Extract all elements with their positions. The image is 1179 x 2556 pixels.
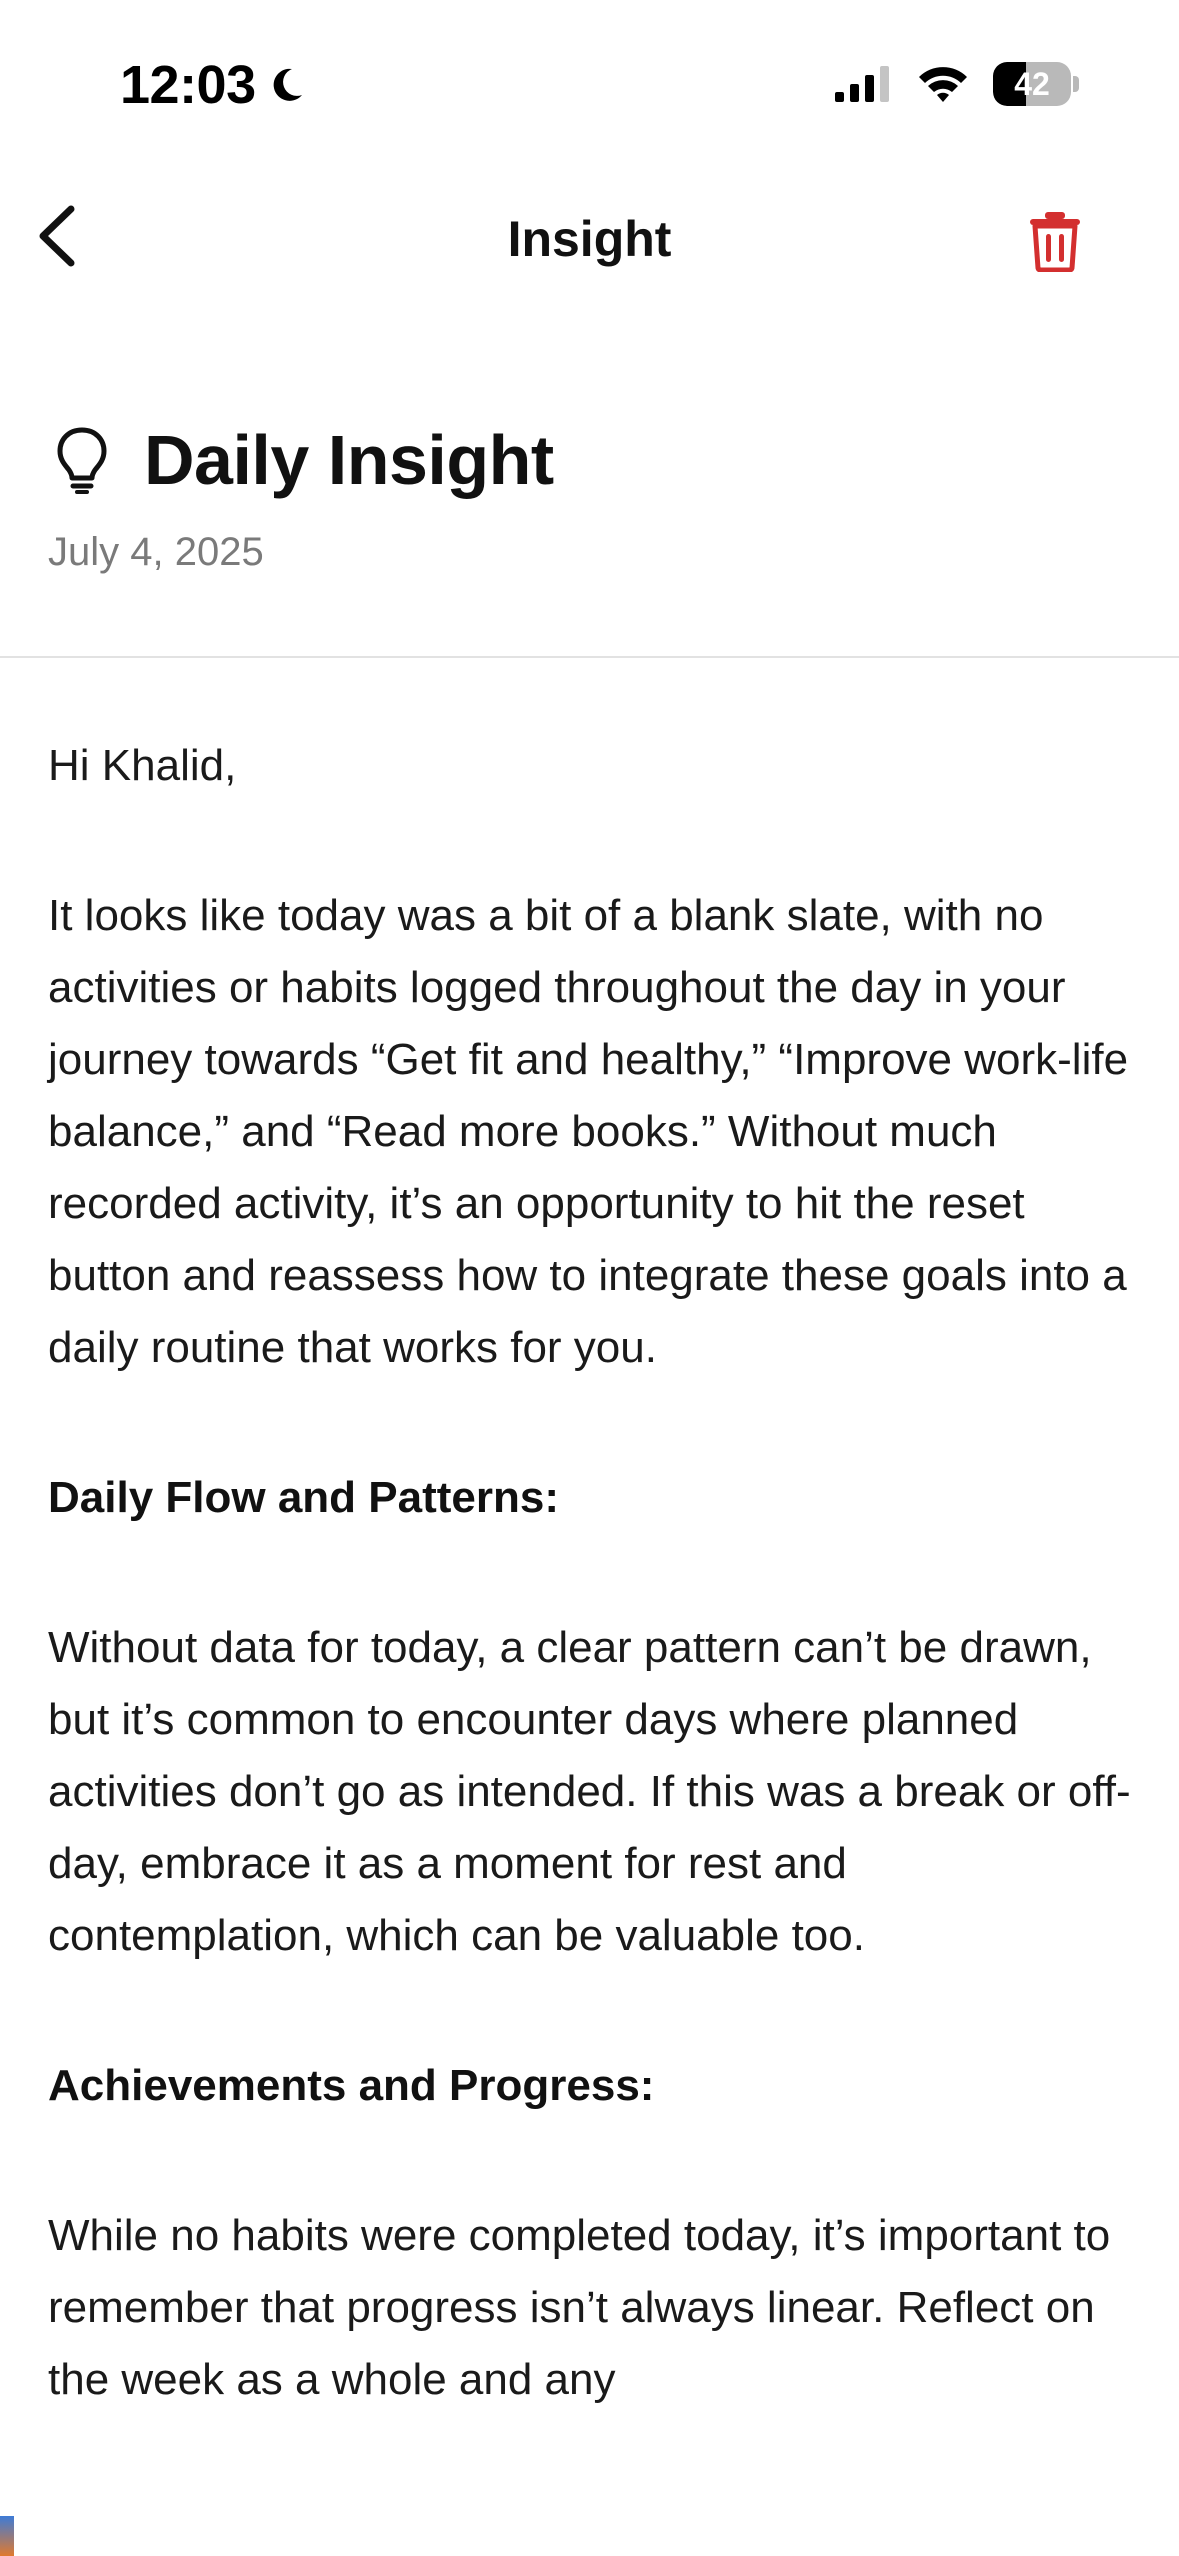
section-body-daily-flow: Without data for today, a clear pattern can’t be drawn, but it’s common to encounter days where planned activities don’t go as intended. If this was a break or off-day, embrace it as a moment for rest and contemplation, which can be valuable too.	[48, 1623, 1131, 1960]
status-bar	[0, 0, 1179, 170]
section-body-achievements: While no habits were completed today, it’s important to remember that progress isn’t always linear. Reflect on the week as a whole and any	[48, 2211, 1111, 2404]
moon-icon	[266, 65, 306, 105]
section-heading-achievements: Achievements and Progress:	[48, 2061, 655, 2110]
header-divider	[0, 656, 1179, 658]
insight-title: Daily Insight	[144, 421, 554, 499]
battery-indicator	[993, 62, 1079, 106]
insight-title-row	[48, 420, 1131, 500]
status-time-text: 12:03	[120, 55, 256, 115]
insight-body	[48, 730, 1138, 2494]
cellular-signal-icon	[833, 64, 893, 104]
edge-indicator	[0, 2516, 14, 2556]
greeting-text: Hi Khalid,	[48, 741, 237, 790]
trash-icon[interactable]	[1027, 210, 1083, 272]
battery-level-text: 42	[1014, 66, 1050, 102]
battery-cap	[1073, 76, 1079, 92]
lightbulb-icon	[56, 426, 108, 494]
status-time	[120, 54, 306, 116]
insight-date: July 4, 2025	[48, 530, 264, 574]
insight-header	[48, 420, 1131, 575]
battery-body	[993, 62, 1071, 106]
intro-paragraph: It looks like today was a bit of a blank slate, with no activities or habits logged throughout the day in your journey towards “Get fit and healthy,” “Improve work-life balance,” and “Read more books.” Without much recorded activity, it’s an opportunity to hit the reset button and reassess how to integrate these goals into a daily routine that works for you.	[48, 891, 1129, 1372]
navigation-bar	[0, 170, 1179, 315]
nav-title: Insight	[507, 211, 672, 267]
wifi-icon	[915, 63, 971, 105]
section-heading-daily-flow: Daily Flow and Patterns:	[48, 1473, 559, 1522]
status-indicators	[833, 62, 1079, 106]
